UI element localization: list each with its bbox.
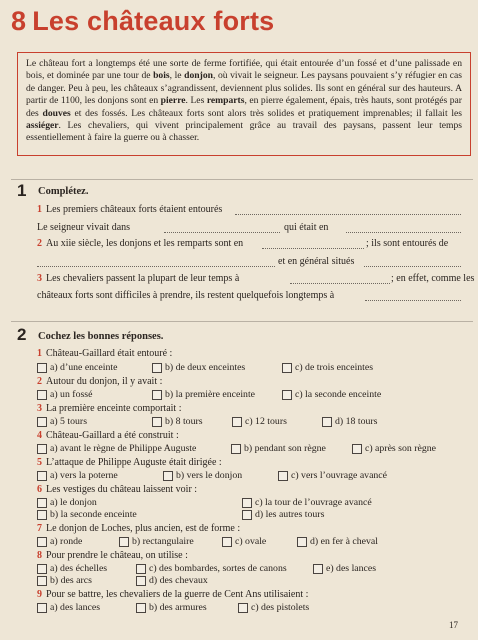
answer-option[interactable] (297, 536, 378, 547)
question-text: qui était en (284, 222, 329, 233)
intro-text: . Les (185, 95, 207, 107)
checkbox[interactable] (37, 417, 47, 427)
answer-option[interactable] (136, 563, 287, 574)
answer-option[interactable] (222, 536, 266, 547)
option-label: c) la tour de l’ouvrage avancé (255, 497, 372, 508)
answer-blank[interactable] (262, 248, 364, 249)
option-label: a) avant le règne de Philippe Auguste (50, 443, 197, 454)
checkbox[interactable] (238, 603, 248, 613)
section-title: Cochez les bonnes réponses. (38, 331, 164, 342)
question-line (37, 222, 130, 234)
question-line (37, 273, 239, 285)
question-text: L’attaque de Philippe Auguste était dirigée : (46, 457, 222, 468)
question-line (366, 238, 448, 250)
option-label: c) la seconde enceinte (295, 389, 382, 400)
section-divider (11, 179, 473, 180)
option-label: d) en fer à cheval (310, 536, 378, 547)
keyword: bois (153, 70, 170, 82)
answer-option[interactable] (37, 602, 100, 613)
answer-option[interactable] (152, 389, 255, 400)
option-label: c) 12 tours (245, 416, 287, 427)
answer-blank[interactable] (290, 283, 390, 284)
answer-option[interactable] (37, 497, 97, 508)
option-label: b) la première enceinte (165, 389, 256, 400)
answer-option[interactable] (163, 470, 242, 481)
question-line (37, 204, 222, 216)
answer-option[interactable] (37, 509, 137, 520)
answer-blank[interactable] (164, 232, 280, 233)
checkbox[interactable] (297, 537, 307, 547)
question-line (37, 290, 334, 302)
answer-option[interactable] (136, 602, 207, 613)
answer-option[interactable] (278, 470, 387, 481)
question-line (37, 550, 188, 562)
question-text: Pour prendre le château, on utilise : (46, 550, 188, 561)
checkbox[interactable] (282, 390, 292, 400)
question-line (37, 589, 308, 601)
answer-option[interactable] (282, 389, 381, 400)
option-label: a) 5 tours (50, 416, 88, 427)
checkbox[interactable] (282, 363, 292, 373)
section-title: Complétez. (38, 186, 89, 197)
checkbox[interactable] (37, 390, 47, 400)
question-text: Le donjon de Loches, plus ancien, est de forme : (46, 523, 241, 534)
answer-option[interactable] (136, 575, 208, 586)
checkbox[interactable] (152, 390, 162, 400)
checkbox[interactable] (136, 576, 146, 586)
option-label: b) des arcs (50, 575, 92, 586)
answer-option[interactable] (37, 389, 92, 400)
option-label: c) après son règne (365, 443, 436, 454)
checkbox[interactable] (232, 417, 242, 427)
question-line (391, 273, 474, 285)
question-text: ; ils sont entourés de (366, 238, 449, 249)
question-text: ; en effet, comme les (391, 273, 475, 284)
checkbox[interactable] (242, 498, 252, 508)
checkbox[interactable] (222, 537, 232, 547)
question-number: 6 (37, 484, 42, 495)
answer-option[interactable] (37, 536, 82, 547)
option-label: c) de trois enceintes (295, 362, 374, 373)
checkbox[interactable] (37, 537, 47, 547)
option-label: e) des lances (326, 563, 377, 574)
question-number: 5 (37, 457, 42, 468)
answer-option[interactable] (37, 563, 107, 574)
section-divider (11, 321, 473, 322)
checkbox[interactable] (37, 498, 47, 508)
question-text: Château-Gaillard était entouré : (46, 348, 173, 359)
option-label: b) 8 tours (165, 416, 203, 427)
answer-option[interactable] (37, 575, 92, 586)
checkbox[interactable] (152, 363, 162, 373)
section-number: 2 (17, 325, 27, 344)
question-line (37, 238, 243, 250)
checkbox[interactable] (322, 417, 332, 427)
option-label: d) les autres tours (255, 509, 325, 520)
option-label: a) un fossé (50, 389, 93, 400)
option-label: c) vers l’ouvrage avancé (291, 470, 388, 481)
question-text: Les vestiges du château laissent voir : (46, 484, 198, 495)
question-text: Pour se battre, les chevaliers de la guerre de Cent Ans utilisaient : (46, 589, 309, 600)
question-number: 9 (37, 589, 42, 600)
checkbox[interactable] (313, 564, 323, 574)
checkbox[interactable] (231, 444, 241, 454)
keyword: pierre (160, 95, 186, 107)
section-number: 1 (17, 181, 27, 200)
option-label: b) des armures (149, 602, 207, 613)
option-label: d) des chevaux (149, 575, 208, 586)
question-text: Les chevaliers passent la plupart de leur temps à (46, 273, 240, 284)
option-label: a) d’une enceinte (50, 362, 118, 373)
question-line (37, 484, 197, 496)
option-label: a) des échelles (50, 563, 108, 574)
answer-blank[interactable] (346, 232, 461, 233)
question-text: châteaux forts sont difficiles à prendre, ils restent quelquefois longtemps à (37, 290, 335, 301)
question-number: 8 (37, 550, 42, 561)
checkbox[interactable] (352, 444, 362, 454)
option-label: c) ovale (235, 536, 267, 547)
answer-blank[interactable] (235, 214, 461, 215)
checkbox[interactable] (37, 471, 47, 481)
question-number: 4 (37, 430, 42, 441)
answer-option[interactable] (238, 602, 309, 613)
page-number: 17 (449, 620, 458, 630)
answer-option[interactable] (282, 362, 373, 373)
answer-blank[interactable] (364, 266, 461, 267)
question-number: 1 (37, 204, 42, 215)
checkbox[interactable] (278, 471, 288, 481)
question-text: Au xiie siècle, les donjons et les remparts sont en (46, 238, 244, 249)
chapter-number: 8 (11, 6, 27, 36)
keyword: assiéger (26, 120, 59, 132)
question-text: La première enceinte comportait : (46, 403, 182, 414)
question-text: Autour du donjon, il y avait : (46, 376, 163, 387)
checkbox[interactable] (136, 564, 146, 574)
question-text: Le seigneur vivait dans (37, 222, 131, 233)
question-text: Les premiers châteaux forts étaient entourés (46, 204, 223, 215)
checkbox[interactable] (163, 471, 173, 481)
question-number: 2 (37, 238, 42, 249)
answer-option[interactable] (232, 416, 287, 427)
checkbox[interactable] (242, 510, 252, 520)
answer-option[interactable] (37, 443, 196, 454)
question-number: 2 (37, 376, 42, 387)
intro-text-box (17, 52, 471, 156)
option-label: d) 18 tours (335, 416, 378, 427)
option-label: a) vers la poterne (50, 470, 118, 481)
page-title (11, 6, 274, 37)
answer-option[interactable] (352, 443, 436, 454)
option-label: b) pendant son règne (244, 443, 326, 454)
answer-option[interactable] (242, 497, 372, 508)
answer-option[interactable] (37, 416, 87, 427)
option-label: a) ronde (50, 536, 83, 547)
intro-text: , où vivait le seigneur. Les paysans pouvaient s’y réfugier en cas de danger. Peu à peu, les châteaux s’agrandissent, deviennent plus solides. Ils sont en général sur des hauteurs. A partir de 1100, les donjons sont en (26, 70, 463, 107)
option-label: c) des pistolets (251, 602, 310, 613)
question-number: 1 (37, 348, 42, 359)
keyword: remparts (206, 95, 245, 107)
answer-option[interactable] (152, 362, 245, 373)
question-line (37, 523, 240, 535)
intro-text: , en pierre également, épais, très hauts, sont protégés par des (26, 95, 462, 119)
option-label: b) de deux enceintes (165, 362, 246, 373)
question-line (37, 376, 162, 388)
chapter-title: Les châteaux forts (32, 6, 275, 36)
keyword: douves (42, 107, 71, 119)
intro-text: et des fossés. Les châteaux forts sont alors très solides et pratiquement imprenables; il fallait les (70, 107, 463, 119)
question-text: Château-Gaillard a été construit : (46, 430, 179, 441)
answer-option[interactable] (231, 443, 326, 454)
checkbox[interactable] (37, 603, 47, 613)
answer-blank[interactable] (37, 266, 275, 267)
answer-option[interactable] (119, 536, 194, 547)
question-line (37, 348, 172, 360)
option-label: b) vers le donjon (176, 470, 243, 481)
question-line (284, 222, 328, 234)
option-label: c) des bombardes, sortes de canons (149, 563, 287, 574)
keyword: donjon (184, 70, 213, 82)
answer-option[interactable] (322, 416, 377, 427)
intro-text: Le château fort a longtemps été une sorte de ferme fortifiée, qui était entourée d’un fossé et d’une palissade en bois, et dominée par une tour de (26, 58, 462, 82)
question-number: 3 (37, 273, 42, 284)
option-label: a) le donjon (50, 497, 97, 508)
answer-option[interactable] (313, 563, 376, 574)
question-line (278, 256, 354, 268)
checkbox[interactable] (37, 444, 47, 454)
checkbox[interactable] (152, 417, 162, 427)
option-label: b) la seconde enceinte (50, 509, 137, 520)
question-line (37, 403, 182, 415)
question-line (37, 430, 179, 442)
question-text: et en général situés (278, 256, 355, 267)
checkbox[interactable] (37, 576, 47, 586)
question-number: 7 (37, 523, 42, 534)
checkbox[interactable] (119, 537, 129, 547)
intro-text: . Les chevaliers, qui vivent principalement grâce au travail des paysans, passent leur temps essentiellement à faire la guerre ou à chasser. (26, 120, 462, 144)
answer-option[interactable] (37, 470, 118, 481)
option-label: a) des lances (50, 602, 101, 613)
answer-option[interactable] (152, 416, 203, 427)
answer-option[interactable] (242, 509, 324, 520)
checkbox[interactable] (37, 363, 47, 373)
answer-blank[interactable] (365, 300, 461, 301)
checkbox[interactable] (37, 510, 47, 520)
question-line (37, 457, 222, 469)
checkbox[interactable] (136, 603, 146, 613)
question-number: 3 (37, 403, 42, 414)
option-label: b) rectangulaire (132, 536, 194, 547)
intro-text: , le (169, 70, 185, 82)
answer-option[interactable] (37, 362, 117, 373)
checkbox[interactable] (37, 564, 47, 574)
